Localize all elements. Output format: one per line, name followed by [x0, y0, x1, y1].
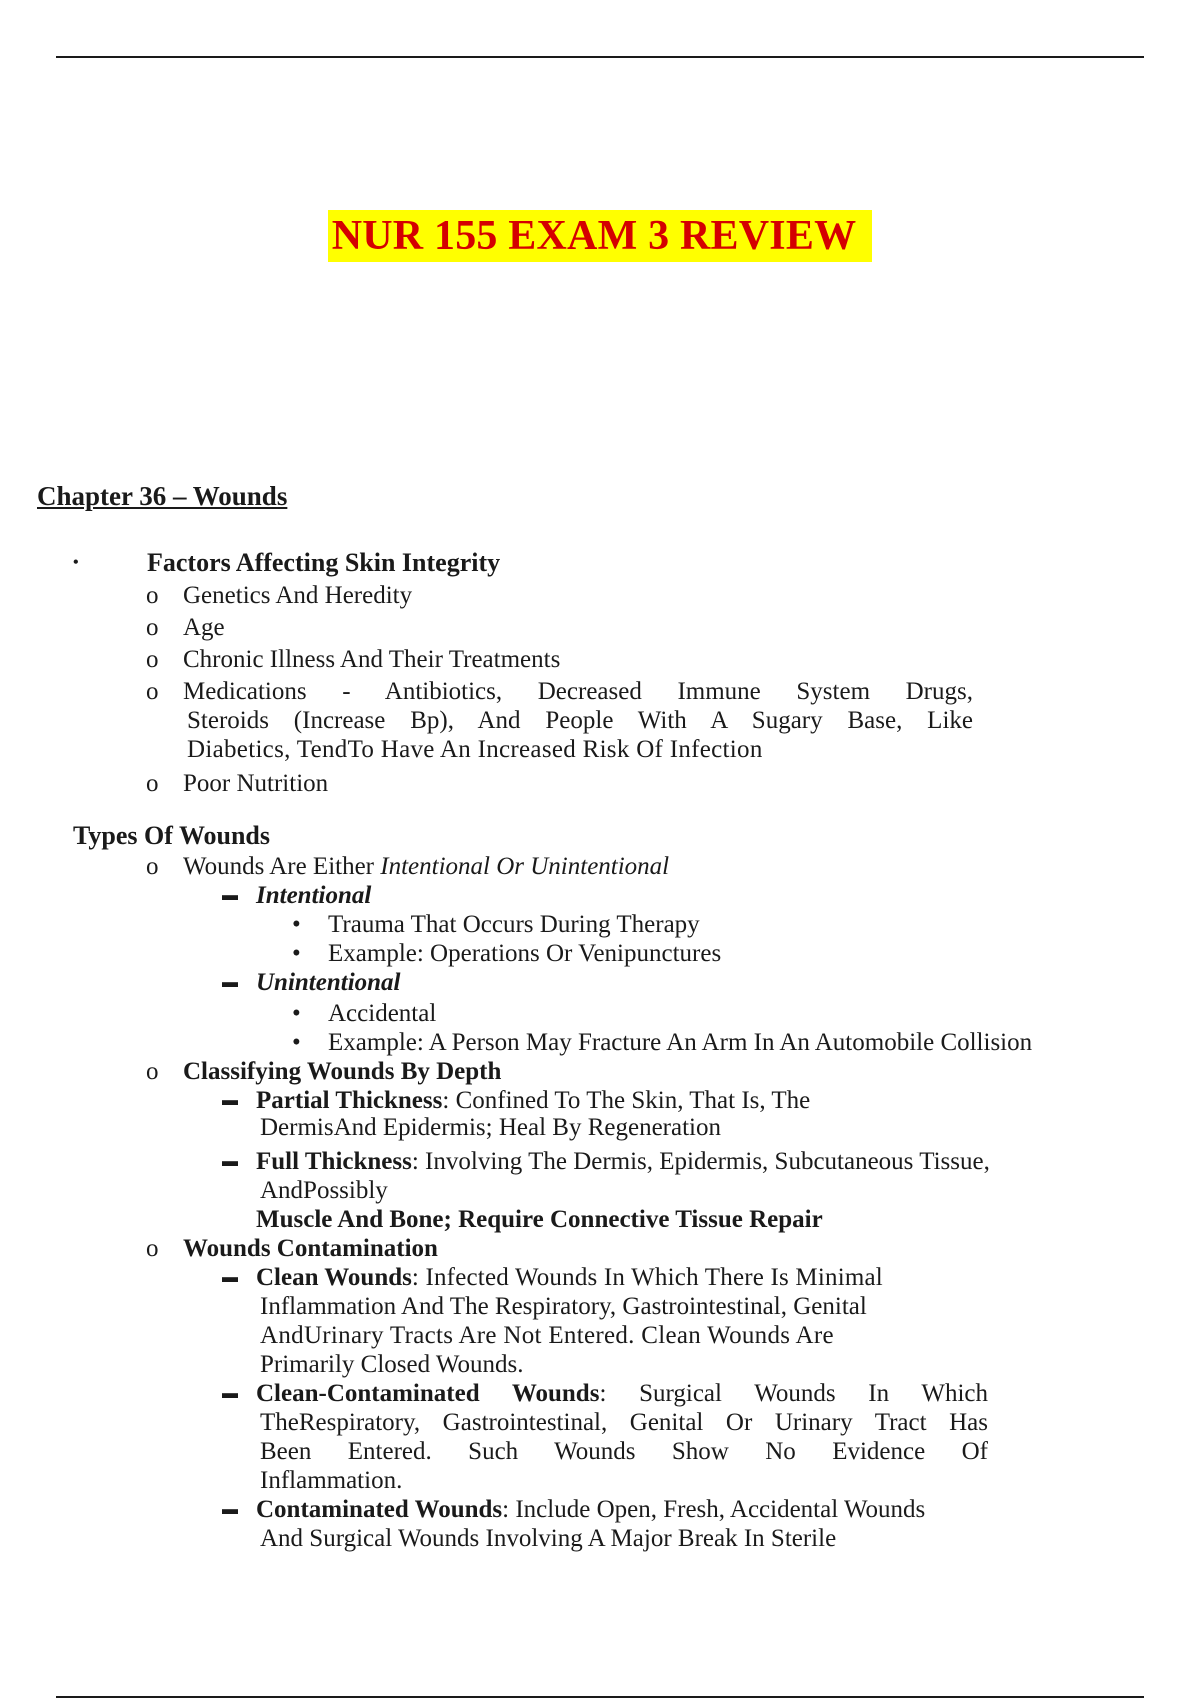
list-item-text: Accidental [328, 1000, 437, 1027]
term-text: : Infected Wounds In Which There Is Minimal [411, 1264, 883, 1291]
list-item [0, 1086, 1200, 1115]
subheading: Wounds Contamination [183, 1235, 438, 1262]
list-item-text: Chronic Illness And Their Treatments [183, 646, 561, 673]
continuation-line: Steroids (Increase Bp), And People With A Sugary Base, Like [187, 707, 973, 734]
continuation-line: DermisAnd Epidermis; Heal By Regeneration [260, 1114, 721, 1141]
term-label: Clean-Contaminated Wounds [256, 1380, 600, 1407]
list-item-text: Age [183, 614, 225, 641]
page-title: NUR 155 EXAM 3 REVIEW [328, 210, 873, 262]
types-heading: Types Of Wounds [73, 821, 271, 850]
list-item [0, 968, 1200, 997]
top-rule [56, 56, 1144, 58]
list-item [0, 939, 1200, 968]
dot-bullet-icon: • [292, 1029, 301, 1056]
list-item [0, 581, 1200, 610]
list-item [0, 1057, 1200, 1086]
list-item [0, 910, 1200, 939]
continuation-line: Been Entered. Such Wounds Show No Evidence Of [260, 1438, 988, 1465]
list-item-emphasis: Intentional Or Unintentional [380, 853, 670, 880]
list-item [0, 999, 1200, 1028]
dash-bullet-icon: ▬ [222, 1153, 238, 1170]
continuation-line: Muscle And Bone; Require Connective Tissue Repair [256, 1206, 823, 1233]
circle-bullet-icon: o [146, 614, 159, 641]
bottom-rule [56, 1696, 1144, 1698]
subheading: Unintentional [256, 969, 401, 996]
circle-bullet-icon: o [146, 646, 159, 673]
list-item [0, 1495, 1200, 1524]
dash-bullet-icon: ▬ [222, 1385, 238, 1402]
dot-bullet-icon: • [292, 940, 301, 967]
list-item-text: Trauma That Occurs During Therapy [328, 911, 700, 938]
circle-bullet-icon: o [146, 853, 159, 880]
continuation-line: AndPossibly [260, 1177, 388, 1204]
continuation-line: Inflammation. [260, 1467, 403, 1494]
notes-content [0, 548, 1200, 1553]
subheading: Classifying Wounds By Depth [183, 1058, 502, 1085]
factors-heading-row [0, 548, 1200, 578]
dash-bullet-icon: ▬ [222, 1092, 238, 1109]
factors-heading: Factors Affecting Skin Integrity [147, 548, 501, 577]
continuation-block [0, 1408, 988, 1495]
dash-bullet-icon: ▬ [222, 887, 238, 904]
continuation-line: TheRespiratory, Gastrointestinal, Genital Or Urinary Tract Has [260, 1409, 988, 1436]
list-item-text: Medications - Antibiotics, Decreased Immune System Drugs, [183, 678, 973, 705]
circle-bullet-icon: o [146, 1058, 159, 1085]
list-item-continuation [0, 706, 973, 764]
list-item [0, 881, 1200, 910]
list-item [0, 852, 1200, 881]
chapter-heading: Chapter 36 – Wounds [37, 481, 288, 511]
dash-bullet-icon: ▬ [222, 974, 238, 991]
circle-bullet-icon: o [146, 1235, 159, 1262]
list-item [0, 1263, 1200, 1292]
list-item [0, 1028, 1200, 1057]
list-item-text: Genetics And Heredity [183, 582, 413, 609]
circle-bullet-icon: o [146, 582, 159, 609]
list-item-text: Example: A Person May Fracture An Arm In An Automobile Collision [328, 1029, 1033, 1056]
list-item [0, 1234, 1200, 1263]
list-item [0, 1147, 1200, 1176]
dot-bullet-icon: • [292, 1000, 301, 1027]
dash-bullet-icon: ▬ [222, 1269, 238, 1286]
term-text: : Include Open, Fresh, Accidental Wounds [502, 1496, 926, 1523]
title-block [0, 210, 1200, 262]
dot-bullet-icon: • [292, 911, 301, 938]
term-text: : Surgical Wounds In Which [599, 1380, 988, 1407]
dash-bullet-icon: ▬ [222, 1501, 238, 1518]
list-item-text: Wounds Are Either [183, 853, 381, 880]
list-item [0, 645, 1200, 674]
continuation-line: And Surgical Wounds Involving A Major Break In Sterile [260, 1525, 837, 1552]
square-bullet-icon: • [73, 554, 79, 571]
list-item [0, 677, 1200, 706]
continuation-line: Diabetics, TendTo Have An Increased Risk Of Infection [187, 736, 763, 763]
list-item-text: Example: Operations Or Venipunctures [328, 940, 722, 967]
list-item-text: Poor Nutrition [183, 770, 329, 797]
term-label: Full Thickness [256, 1148, 412, 1175]
continuation-line: AndUrinary Tracts Are Not Entered. Clean Wounds Are [260, 1322, 834, 1349]
continuation-line: Primarily Closed Wounds. [260, 1351, 524, 1378]
term-label: Partial Thickness [256, 1087, 443, 1114]
circle-bullet-icon: o [146, 770, 159, 797]
continuation-line: Inflammation And The Respiratory, Gastrointestinal, Genital [260, 1293, 867, 1320]
term-text: : Involving The Dermis, Epidermis, Subcutaneous Tissue, [411, 1148, 990, 1175]
circle-bullet-icon: o [146, 678, 159, 705]
list-item [0, 1379, 988, 1408]
term-label: Clean Wounds [256, 1264, 412, 1291]
list-item [0, 613, 1200, 642]
list-item [0, 769, 1200, 798]
subheading: Intentional [256, 882, 372, 909]
term-label: Contaminated Wounds [256, 1496, 503, 1523]
term-text: : Confined To The Skin, That Is, The [442, 1087, 811, 1114]
